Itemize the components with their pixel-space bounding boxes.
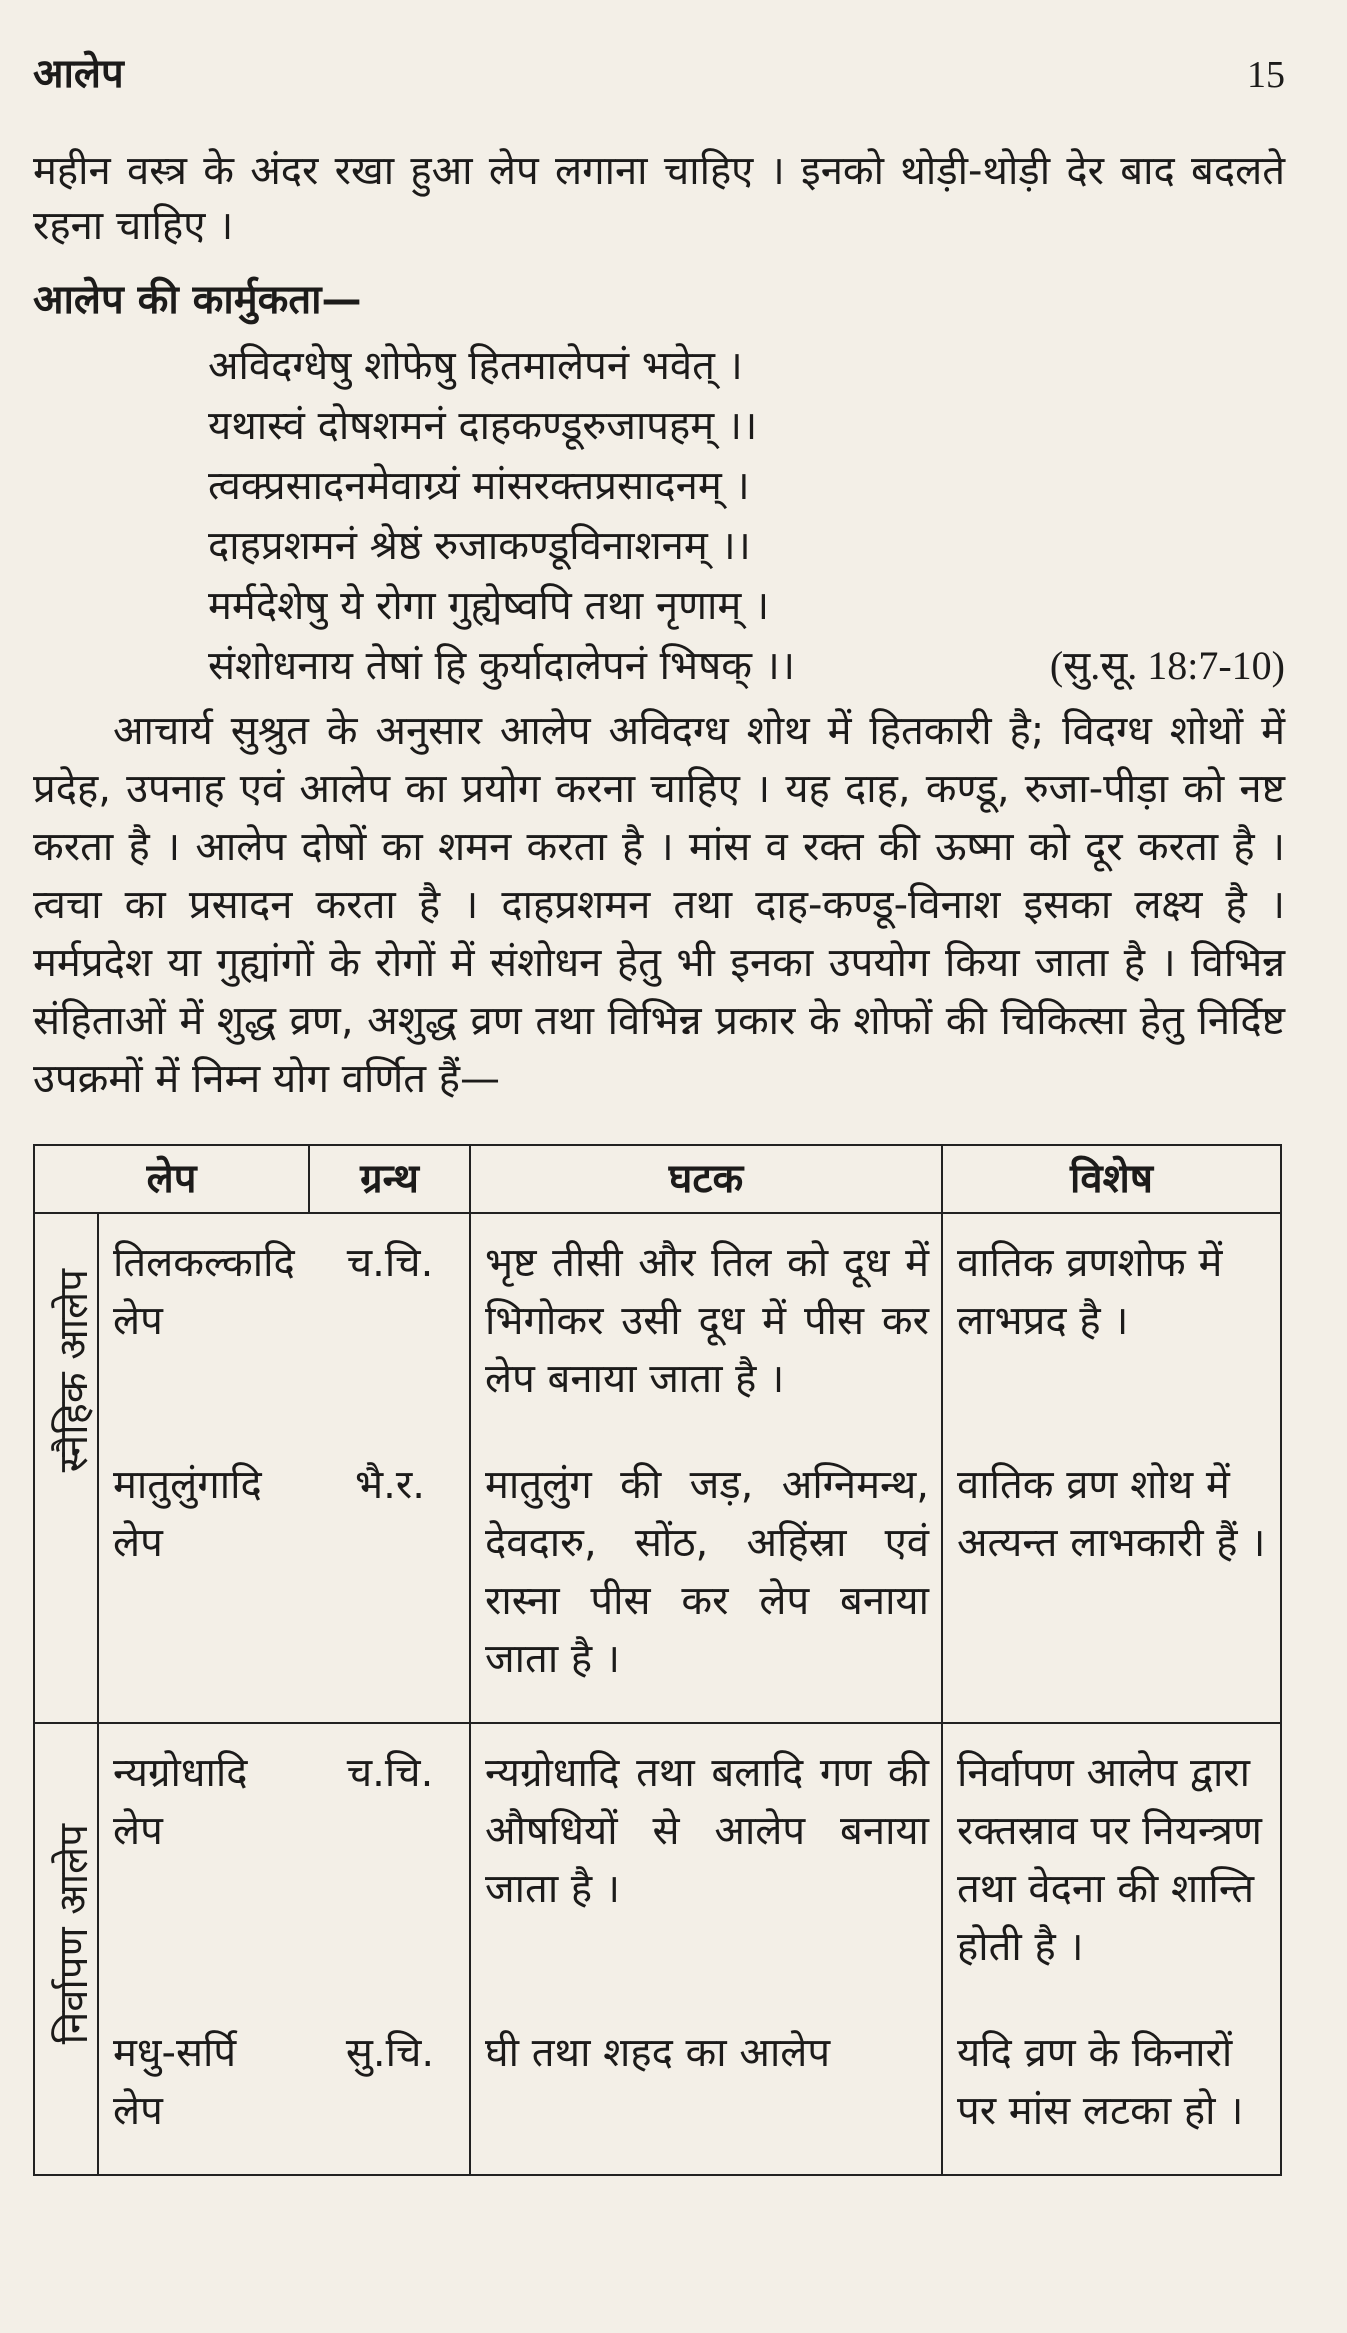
running-title: आलेप xyxy=(33,51,124,97)
shloka-line: दाहप्रशमनं श्रेष्ठं रुजाकण्डूविनाशनम् ।। xyxy=(208,523,751,569)
shloka-line: यथास्वं दोषशमनं दाहकण्डूरुजापहम् ।। xyxy=(208,403,758,449)
table-row xyxy=(34,1213,1281,1436)
source-text: सु.चि. xyxy=(345,2030,435,2076)
ingredients: भृष्ट तीसी और तिल को दूध में भिगोकर उसी दूध में पीस कर लेप बनाया जाता है । xyxy=(470,1213,942,1436)
remarks: वातिक व्रण शोथ में अत्यन्त लाभकारी हैं । xyxy=(957,1462,1266,1566)
formulation-name: न्यग्रोधादि लेप xyxy=(98,1723,309,2004)
section-heading: आलेप की कार्मुकता— xyxy=(33,277,362,323)
table-row xyxy=(34,1723,1281,2004)
page-number: 15 xyxy=(1247,54,1285,96)
col-header-lep: लेप xyxy=(34,1145,309,1213)
shloka-line: मर्मदेशेषु ये रोगा गुह्येष्वपि तथा नृणाम् । xyxy=(208,583,770,629)
formulation-table xyxy=(33,1144,1282,2176)
table-group-nirvapan xyxy=(34,1723,1281,2175)
ingredients: मातुलुंग की जड़, अग्निमन्थ, देवदारु, सोंठ, अहिंस्रा एवं रास्ना पीस कर लेप बनाया जाता है । xyxy=(470,1436,942,1723)
group-label-cell xyxy=(34,1213,98,1723)
source-text: च.चि. xyxy=(309,1723,470,2004)
shloka-line: अविदग्धेषु शोफेषु हितमालेपनं भवेत् । xyxy=(208,343,743,389)
remarks: निर्वापण आलेप द्वारा रक्तस्राव पर नियन्त्रण तथा वेदना की शान्ति होती है । xyxy=(942,1723,1281,2004)
col-header-granth: ग्रन्थ xyxy=(309,1145,470,1213)
table-header-row xyxy=(34,1145,1281,1213)
remarks: वातिक व्रणशोफ में लाभप्रद है । xyxy=(957,1240,1223,1344)
table-header xyxy=(34,1145,1281,1213)
ingredients: घी तथा शहद का आलेप xyxy=(470,2004,942,2175)
body-paragraph: आचार्य सुश्रुत के अनुसार आलेप अविदग्ध शोथ में हितकारी है; विदग्ध शोथों में प्रदेह, उपनाह एवं आलेप का प्रयोग करना चाहिए । यह दाह, कण्डू, रुजा-पीड़ा को नष्ट करता है । आलेप दोषों का शमन करता है । मांस व रक्त की ऊष्मा को दूर करता है । त्वचा का प्रसादन करता है । दाहप्रशमन तथा दाह-कण्डू-विनाश इसका लक्ष्य है । मर्मप्रदेश या गुह्यांगों के रोगों में संशोधन हेतु भी इनका उपयोग किया जाता है । विभिन्न संहिताओं में शुद्ध व्रण, अशुद्ध व्रण तथा विभिन्न प्रकार के शोफों की चिकित्सा हेतु निर्दिष्ट उपक्रमों में निम्न योग वर्णित हैं— xyxy=(33,708,1285,1102)
group-label: स्नैहिक आलेप xyxy=(51,1269,97,1473)
running-header xyxy=(33,44,1285,108)
table-row xyxy=(34,2004,1281,2175)
table-group-snaihik xyxy=(34,1213,1281,1723)
shloka-last-row xyxy=(208,636,1285,696)
formulation-name: मातुलुंगादि लेप xyxy=(113,1462,262,1566)
shloka-line: त्वक्प्रसादनमेवाग्र्यं मांसरक्तप्रसादनम् । xyxy=(208,463,750,509)
intro-paragraph: महीन वस्त्र के अंदर रखा हुआ लेप लगाना चाहिए । इनको थोड़ी-थोड़ी देर बाद बदलते रहना चाहिए । xyxy=(33,148,1285,249)
shloka-block xyxy=(33,336,1285,696)
ingredients: न्यग्रोधादि तथा बलादि गण की औषधियों से आलेप बनाया जाता है । xyxy=(470,1723,942,2004)
source-text: च.चि. xyxy=(346,1240,434,1286)
group-label: निर्वापण आलेप xyxy=(51,1824,97,2045)
remarks: यदि व्रण के किनारों पर मांस लटका हो । xyxy=(957,2030,1244,2134)
formulation-name: मधु-सर्पि लेप xyxy=(113,2030,237,2134)
group-label-cell xyxy=(34,1723,98,2175)
source-text: भै.र. xyxy=(355,1462,425,1508)
col-header-vishesh: विशेष xyxy=(942,1145,1281,1213)
shloka-line: संशोधनाय तेषां हि कुर्यादालेपनं भिषक् ।। xyxy=(208,643,795,689)
formulation-name: तिलकल्कादि लेप xyxy=(113,1240,295,1344)
table-row xyxy=(34,1436,1281,1723)
col-header-ghatak: घटक xyxy=(470,1145,942,1213)
shloka-reference: (सु.सू. 18:7-10) xyxy=(1049,643,1285,688)
